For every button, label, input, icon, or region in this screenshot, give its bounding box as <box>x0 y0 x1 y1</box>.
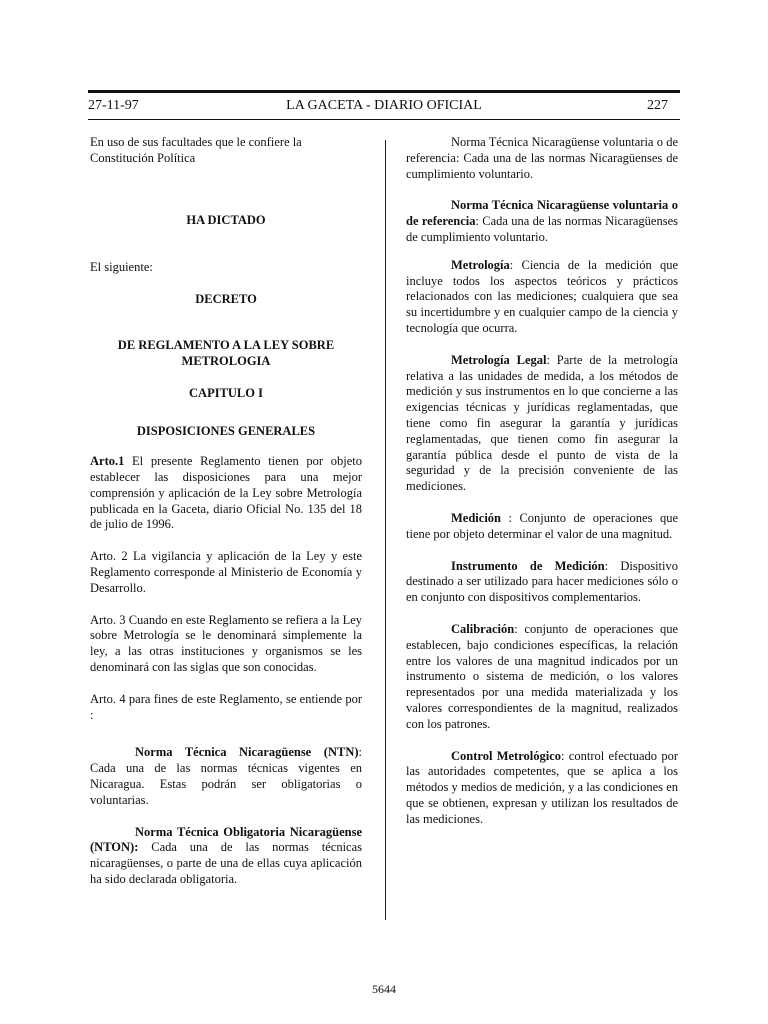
header-rule-bottom <box>88 119 680 120</box>
definition-medicion: Medición : Conjunto de operaciones que tiene por objeto determinar el valor de una magnitud. <box>406 510 678 541</box>
section-heading: DISPOSICIONES GENERALES <box>136 424 316 439</box>
definition-metrologia-term: Metrología <box>451 257 510 272</box>
definition-voluntaria-term: Norma Técnica Nicaragüense voluntaria o de referencia <box>406 198 678 229</box>
header-rule-top <box>88 90 680 93</box>
article-3: Arto. 3 Cuando en este Reglamento se refiera a la Ley sobre Metrología se le denominará simplemente la ley, a las otras instituciones y organismos se les denominará con las siglas que son conocidas. <box>90 612 362 674</box>
siguiente-text: El siguiente: <box>90 260 153 275</box>
header-publication: LA GACETA - DIARIO OFICIAL <box>286 98 482 113</box>
article-2: Arto. 2 La vigilancia y aplicación de la Ley y este Reglamento corresponde al Ministerio de Economía y Desarrollo. <box>90 549 362 595</box>
header-page-number: 227 <box>647 98 668 113</box>
left-column <box>90 135 362 888</box>
definition-metrologia-legal-term: Metrología Legal <box>451 352 547 367</box>
ha-dictado-heading: HA DICTADO <box>186 212 266 227</box>
definition-medicion-term: Medición <box>451 510 501 525</box>
footer-page-number: 5644 <box>372 982 396 996</box>
definition-instrumento: Instrumento de Medición: Dispositivo destinado a ser utilizado para hacer mediciones sólo o en conjunto con dispositivos complementarios. <box>406 558 678 605</box>
definition-metrologia-legal: Metrología Legal: Parte de la metrología relativa a las unidades de medida, a los métodos de medición y sus instrumentos en lo que concierne a las exigencias técnicas y jurídicas reglamentadas, que tiene como fin asegurar la garantía y jurídicas reglamentadas, que tienen como fin asegurar la garantía pública desde el punto de vista de la seguridad y de la precisión conveniente de las mediciones. <box>406 352 678 494</box>
definition-metrologia: Metrología: Ciencia de la medición que incluye todos los aspectos teóricos y prácticos relacionados con las mediciones; cualquiera que sea su incertidumbre y en cualquier campo de la ciencia y tecnología que ocurra. <box>406 257 678 335</box>
right-column <box>406 135 678 827</box>
definition-control-term: Control Metrológico <box>451 748 562 763</box>
definition-instrumento-term: Instrumento de Medición <box>451 558 605 573</box>
definition-nton-term: Norma Técnica Obligatoria Nicaragüense (NTON): <box>90 824 362 855</box>
decree-title: DE REGLAMENTO A LA LEY SOBRE METROLOGIA <box>117 337 335 368</box>
intro-paragraph: En uso de sus facultades que le confiere la Constitución Política <box>90 135 302 165</box>
definition-nton: Norma Técnica Obligatoria Nicaragüense (NTON): Cada una de las normas técnicas nicaragüenses, o parte de una de ellas cuya aplicación ha sido declarada obligatoria. <box>90 824 362 886</box>
page-header <box>88 90 680 120</box>
article-1-label: Arto.1 <box>90 454 125 469</box>
definition-ntn-term: Norma Técnica Nicaragüense (NTN) <box>135 745 359 760</box>
paragraph-voluntaria: Norma Técnica Nicaragüense voluntaria o de referencia: Cada una de las normas Nicaragüenses de cumplimiento voluntario. <box>406 135 678 181</box>
article-4: Arto. 4 para fines de este Reglamento, se entiende por : <box>90 691 362 722</box>
definition-control: Control Metrológico: control efectuado por las autoridades competentes, que se aplica a los métodos y medios de medición, y a las condiciones en que se obtienen, expresan y utilizan los resultados de las mediciones. <box>406 748 678 826</box>
article-1: Arto.1 El presente Reglamento tienen por objeto establecer las disposiciones para una mejor comprensión y aplicación de la Ley sobre Metrología publicada en la Gaceta, diario Oficial No. 135 del 18 de julio de 1996. <box>90 454 362 532</box>
column-divider <box>385 140 386 920</box>
decreto-heading: DECRETO <box>195 292 257 307</box>
header-date: 27-11-97 <box>88 98 139 113</box>
definition-calibracion: Calibración: conjunto de operaciones que establecen, bajo condiciones específicas, la relación entre los valores de una magnitud indicados por un instrumento o sistema de medición, o los valores representados por una medida materializada y los valores correspondientes de la magnitud, realizados con los patrones. <box>406 621 678 731</box>
definition-calibracion-term: Calibración <box>451 621 515 636</box>
chapter-heading: CAPITULO I <box>189 385 263 400</box>
definition-ntn: Norma Técnica Nicaragüense (NTN): Cada una de las normas técnicas vigentes en Nicaragua. Estas podrán ser obligatorias o voluntarias. <box>90 745 362 807</box>
definition-voluntaria: Norma Técnica Nicaragüense voluntaria o de referencia: Cada una de las normas Nicaragüenses de cumplimiento voluntario. <box>406 198 678 244</box>
